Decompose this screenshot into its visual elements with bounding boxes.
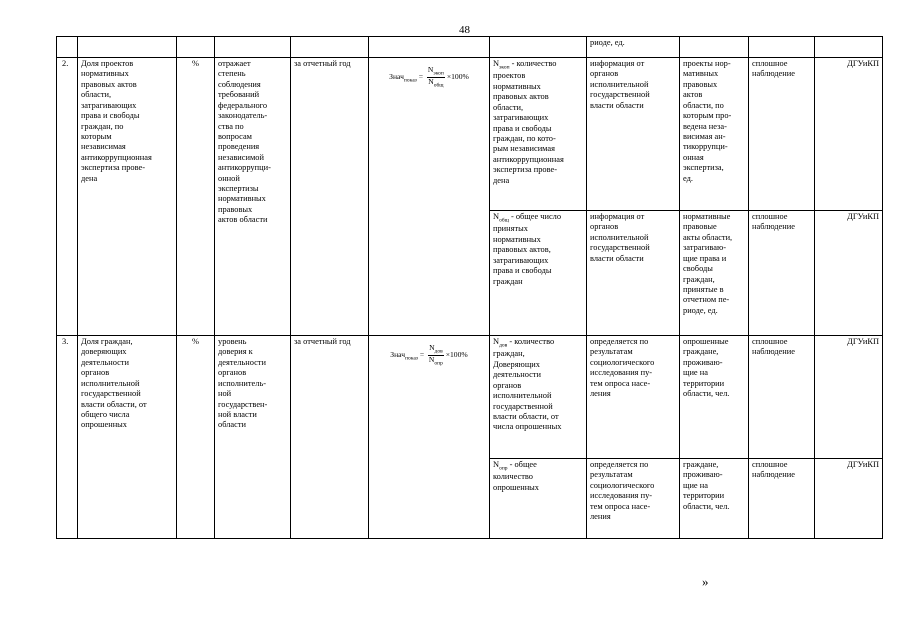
indicator-definition: отражает степень соблюдения требований федерального законодатель- ства по вопросам проведения независимой антикоррупци- онной экспертизы нормативных правовых актов области	[215, 58, 291, 336]
observation-method: сплошное наблюдение	[749, 211, 815, 336]
row-number: 2.	[57, 58, 78, 336]
row-number: 3.	[57, 336, 78, 539]
cell-empty	[815, 37, 883, 58]
indicator-definition: уровень доверия к деятельности органов исполнитель- ной государствен- ной власти области	[215, 336, 291, 539]
data-source: определяется по результатам социологического исследования пу- тем опроса насе- ления	[587, 336, 680, 459]
closing-quote-mark: »	[702, 574, 709, 589]
variable-description: $N_{общ}$ - общее число принятых нормативных правовых актов, затрагивающих права и свободы граждан	[490, 211, 587, 336]
observation-object: нормативные правовые акты области, затрагиваю- щие права и свободы граждан, принятые в отчетном пе- риоде, ед.	[680, 211, 749, 336]
indicator-formula: Знач$_{показ}$ = $\frac{N_{дов}}{N_{опр}}$ ×100%	[369, 336, 490, 539]
data-source: определяется по результатам социологического исследования пу- тем опроса насе- ления	[587, 459, 680, 539]
data-source: информация от органов исполнительной государственной власти области	[587, 58, 680, 211]
cell-empty	[749, 37, 815, 58]
observation-method: сплошное наблюдение	[749, 336, 815, 459]
indicator-period: за отчетный год	[291, 336, 369, 539]
cell-empty	[369, 37, 490, 58]
variable-description: $N_{дов}$ - количество граждан, Доверяющих деятельности органов исполнительной государственной власти области, от числа опрошенных	[490, 336, 587, 459]
variable-description: $N_{опр}$ - общее количество опрошенных	[490, 459, 587, 539]
variable-description: $N_{экоп}$ - количество проектов нормативных правовых актов области, затрагивающих права и свободы граждан, по кото- рым независимая антикоррупционная экспертиза прове- дена	[490, 58, 587, 211]
cell-empty	[291, 37, 369, 58]
indicator-name: Доля проектов нормативных правовых актов области, затрагивающих права и свободы граждан, по которым независимая антикоррупционная экспертиза прове- дена	[78, 58, 177, 336]
responsible-body: ДГУиКП	[815, 459, 883, 539]
observation-object: граждане, проживаю- щие на территории области, чел.	[680, 459, 749, 539]
indicator-period: за отчетный год	[291, 58, 369, 336]
cell-empty	[177, 37, 215, 58]
cell-empty	[57, 37, 78, 58]
observation-method: сплошное наблюдение	[749, 459, 815, 539]
indicator-name: Доля граждан, доверяющих деятельности органов исполнительной государственной власти области, от общего числа опрошенных	[78, 336, 177, 539]
indicator-unit: %	[177, 58, 215, 336]
responsible-body: ДГУиКП	[815, 211, 883, 336]
responsible-body: ДГУиКП	[815, 336, 883, 459]
page-number: 48	[459, 24, 470, 36]
observation-method: сплошное наблюдение	[749, 58, 815, 211]
cell-empty	[78, 37, 177, 58]
formula-fraction: $\frac{N_{экоп}}{N_{общ}}$	[427, 65, 444, 89]
cell-empty	[680, 37, 749, 58]
observation-object: проекты нор- мативных правовых актов области, по которым про- ведена неза- висимая ан- тикоррупци- онная экспертиза, ед.	[680, 58, 749, 211]
top-row-note: риоде, ед.	[587, 37, 680, 58]
indicators-table	[56, 36, 883, 539]
table-top-row	[57, 37, 883, 58]
indicator-formula: Знач$_{показ}$ = $\frac{N_{экоп}}{N_{общ}}$ ×100%	[369, 58, 490, 336]
table-row	[57, 58, 883, 211]
cell-empty	[215, 37, 291, 58]
responsible-body: ДГУиКП	[815, 58, 883, 211]
formula-fraction: $\frac{N_{дов}}{N_{опр}}$	[428, 343, 443, 367]
table-row	[57, 336, 883, 459]
observation-object: опрошенные граждане, проживаю- щие на территории области, чел.	[680, 336, 749, 459]
indicator-unit: %	[177, 336, 215, 539]
cell-empty	[490, 37, 587, 58]
data-source: информация от органов исполнительной государственной власти области	[587, 211, 680, 336]
